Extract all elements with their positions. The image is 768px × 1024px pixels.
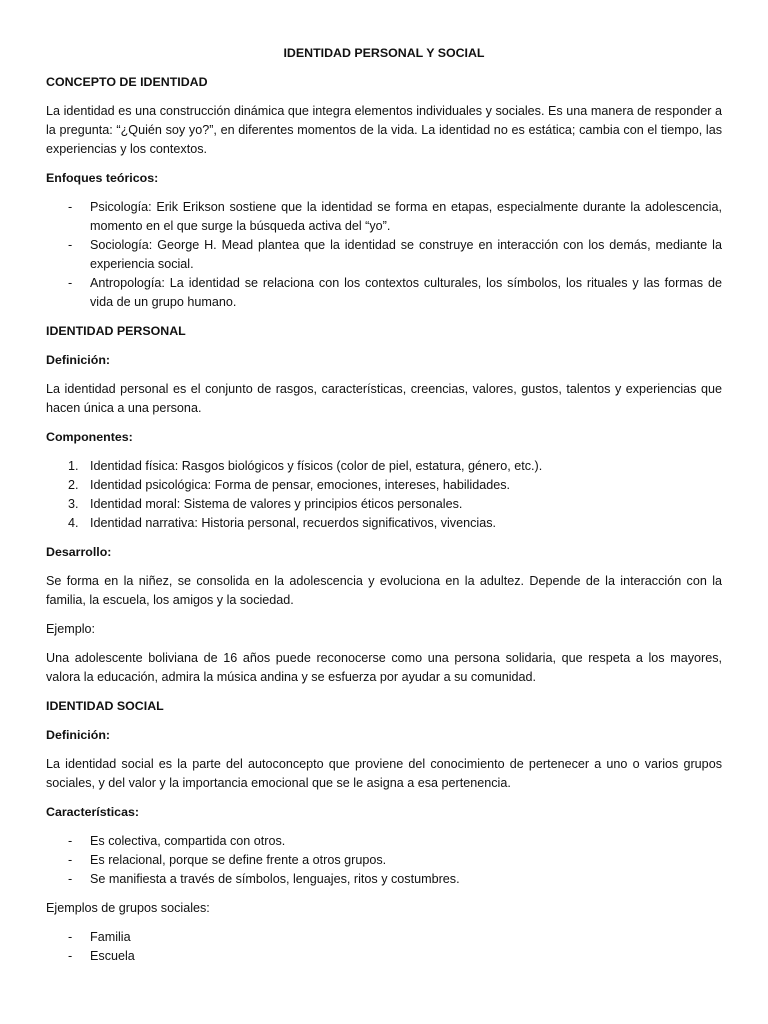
bullet-dash: - <box>68 949 73 963</box>
list-number: 4. <box>68 516 79 530</box>
list-item-text: Escuela <box>90 949 135 963</box>
document-title: IDENTIDAD PERSONAL Y SOCIAL <box>283 46 485 60</box>
list-item <box>46 457 722 476</box>
list-item-text: Se manifiesta a través de símbolos, lenguajes, ritos y costumbres. <box>90 872 460 886</box>
bullet-dash: - <box>68 930 73 944</box>
list-item-text: Es relacional, porque se define frente a otros grupos. <box>90 853 387 867</box>
paragraph-definicion-social: La identidad social es la parte del autoconcepto que proviene del conocimiento de pertenecer a uno o varios grupos sociales, y del valor y la importancia emocional que se le asigna a esa pertenencia. <box>46 757 722 790</box>
list-item <box>46 495 722 514</box>
list-item <box>46 832 722 851</box>
heading-desarrollo: Desarrollo: <box>46 545 112 559</box>
list-item-text: Familia <box>90 930 131 944</box>
label-ejemplo: Ejemplo: <box>46 622 95 636</box>
list-number: 2. <box>68 478 79 492</box>
heading-identidad-social: IDENTIDAD SOCIAL <box>46 699 164 713</box>
paragraph-ejemplo: Una adolescente boliviana de 16 años puede reconocerse como una persona solidaria, que respeta a los mayores, valora la educación, admira la música andina y se esfuerza por ayudar a su comunidad. <box>46 651 722 684</box>
heading-definicion-social: Definición: <box>46 728 111 742</box>
heading-enfoques: Enfoques teóricos: <box>46 171 159 185</box>
paragraph-concepto: La identidad es una construcción dinámica que integra elementos individuales y sociales. Es una manera de responder a la pregunta: “¿Quién soy yo?”, en diferentes momentos de la vida. La identidad no es estática; cambia con el tiempo, las experiencias y los contextos. <box>46 104 722 156</box>
heading-definicion-personal: Definición: <box>46 353 111 367</box>
heading-identidad-personal: IDENTIDAD PERSONAL <box>46 324 186 338</box>
list-enfoques <box>46 198 722 312</box>
list-item-text: Sociología: George H. Mead plantea que la identidad se construye en interacción con los demás, mediante la experiencia social. <box>90 238 722 271</box>
list-item <box>46 947 722 966</box>
list-item-text: Es colectiva, compartida con otros. <box>90 834 286 848</box>
list-item <box>46 514 722 533</box>
list-item <box>46 476 722 495</box>
heading-componentes: Componentes: <box>46 430 133 444</box>
list-number: 3. <box>68 497 79 511</box>
list-item-text: Identidad física: Rasgos biológicos y físicos (color de piel, estatura, género, etc.). <box>90 459 543 473</box>
label-ejemplos-grupos: Ejemplos de grupos sociales: <box>46 901 210 915</box>
bullet-dash: - <box>68 853 73 867</box>
bullet-dash: - <box>68 834 73 848</box>
bullet-dash: - <box>68 238 73 252</box>
list-item <box>46 870 722 889</box>
bullet-dash: - <box>68 276 73 290</box>
list-item-text: Identidad psicológica: Forma de pensar, emociones, intereses, habilidades. <box>90 478 511 492</box>
paragraph-desarrollo: Se forma en la niñez, se consolida en la adolescencia y evoluciona en la adultez. Depende de la interacción con la familia, la escuela, los amigos y la sociedad. <box>46 574 722 607</box>
heading-caracteristicas: Características: <box>46 805 139 819</box>
list-item-text: Antropología: La identidad se relaciona con los contextos culturales, los símbolos, los rituales y las formas de vida de un grupo humano. <box>90 276 722 309</box>
list-item-text: Psicología: Erik Erikson sostiene que la identidad se forma en etapas, especialmente durante la adolescencia, momento en el que surge la búsqueda activa del “yo”. <box>90 200 722 233</box>
bullet-dash: - <box>68 872 73 886</box>
list-item <box>46 928 722 947</box>
heading-concepto: CONCEPTO DE IDENTIDAD <box>46 75 208 89</box>
list-componentes <box>46 457 722 533</box>
list-grupos-sociales <box>46 928 722 966</box>
list-item <box>46 851 722 870</box>
document-page <box>46 44 722 976</box>
list-item <box>46 274 722 312</box>
list-number: 1. <box>68 459 79 473</box>
list-caracteristicas <box>46 832 722 889</box>
list-item <box>46 236 722 274</box>
bullet-dash: - <box>68 200 73 214</box>
paragraph-definicion-personal: La identidad personal es el conjunto de rasgos, características, creencias, valores, gustos, talentos y experiencias que hacen única a una persona. <box>46 382 722 415</box>
list-item <box>46 198 722 236</box>
list-item-text: Identidad narrativa: Historia personal, recuerdos significativos, vivencias. <box>90 516 496 530</box>
list-item-text: Identidad moral: Sistema de valores y principios éticos personales. <box>90 497 463 511</box>
